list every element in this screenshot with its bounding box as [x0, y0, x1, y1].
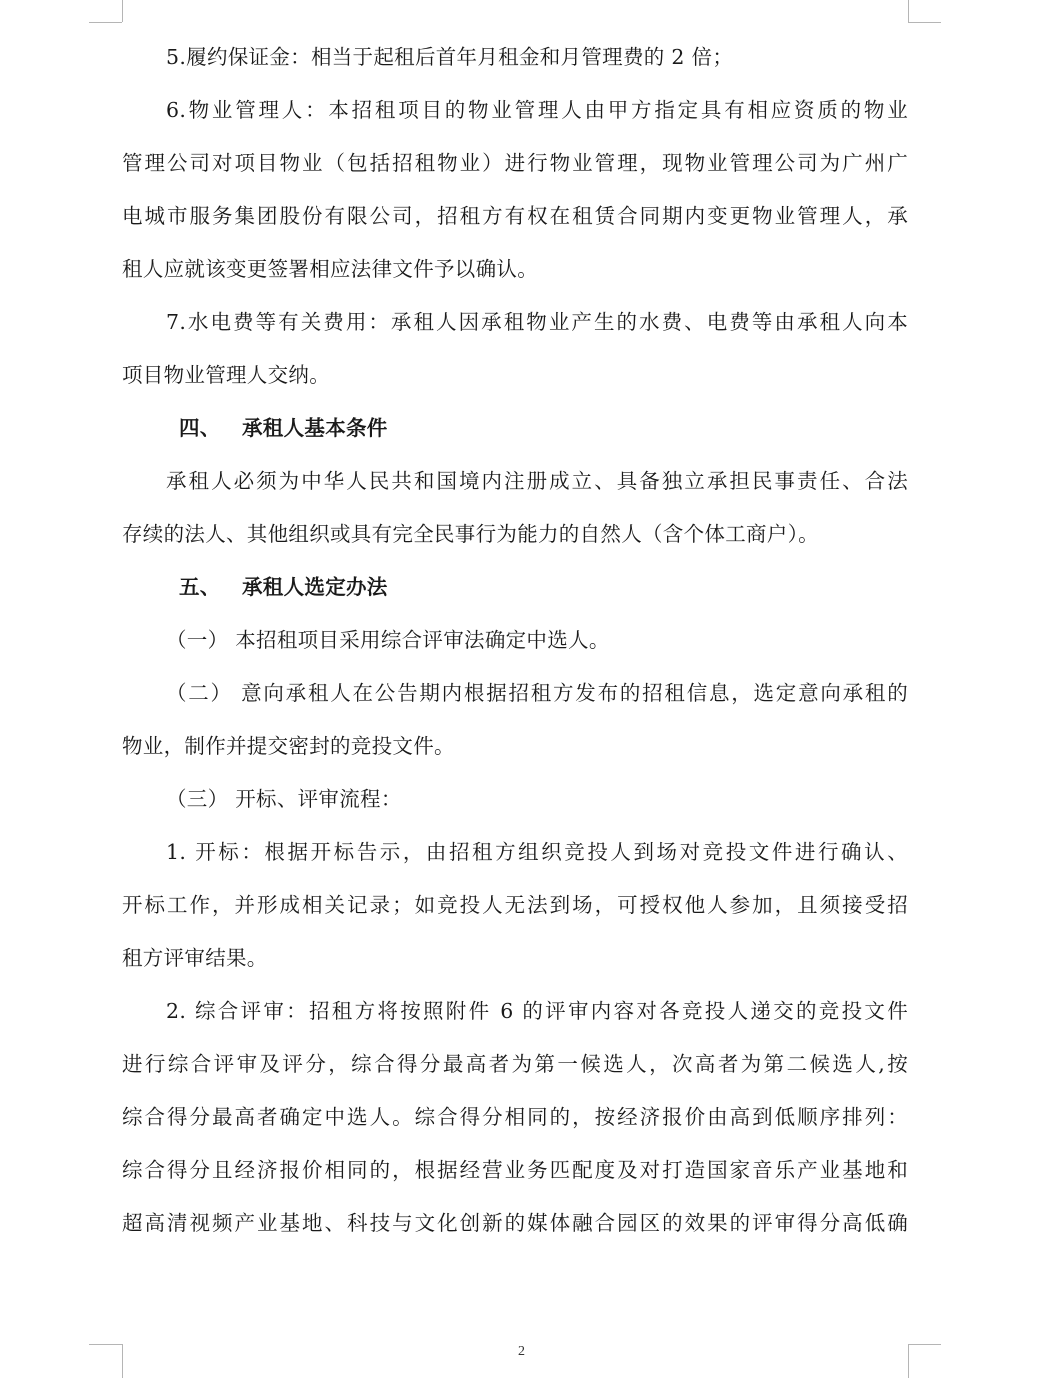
text-line: 1. 开标：根据开标告示，由招租方组织竞投人到场对竞投文件进行确认、: [166, 840, 908, 864]
text-line: 5.履约保证金：相当于起租后首年月租金和月管理费的 2 倍；: [166, 45, 734, 69]
crop-mark-top-left-v: [122, 0, 123, 22]
document-body: [122, 31, 908, 1250]
text-line: 2. 综合评审：招租方将按照附件 6 的评审内容对各竞投人递交的竞投文件: [166, 999, 908, 1023]
section-number: 五、: [179, 575, 221, 599]
text-line: （二） 意向承租人在公告期内根据招租方发布的招租信息，选定意向承租的: [166, 681, 908, 705]
text-line: 综合得分且经济报价相同的，根据经营业务匹配度及对打造国家音乐产业基地和: [122, 1158, 908, 1182]
text-line: 6.物业管理人：本招租项目的物业管理人由甲方指定具有相应资质的物业: [166, 98, 908, 122]
section-heading: [122, 561, 908, 614]
text-line: 综合得分最高者确定中选人。综合得分相同的，按经济报价由高到低顺序排列：: [122, 1105, 908, 1129]
section-heading: [122, 402, 908, 455]
text-line: （三） 开标、评审流程：: [166, 787, 402, 811]
section-title: 承租人基本条件: [242, 416, 388, 440]
text-line: 项目物业管理人交纳。: [122, 363, 330, 387]
text-line: 租人应就该变更签署相应法律文件予以确认。: [122, 257, 538, 281]
page-number: 2: [518, 1344, 525, 1359]
section-number: 四、: [179, 416, 221, 440]
text-line: （一） 本招租项目采用综合评审法确定中选人。: [166, 628, 610, 652]
text-line: 7.水电费等有关费用：承租人因承租物业产生的水费、电费等由承租人向本: [166, 310, 908, 334]
text-line: 电城市服务集团股份有限公司，招租方有权在租赁合同期内变更物业管理人，承: [122, 204, 908, 228]
text-line: 管理公司对项目物业（包括招租物业）进行物业管理，现物业管理公司为广州广: [122, 151, 908, 175]
text-line: 开标工作，并形成相关记录；如竞投人无法到场，可授权他人参加，且须接受招: [122, 893, 908, 917]
crop-mark-top-right-h: [908, 22, 941, 23]
crop-mark-top-right-v: [908, 0, 909, 22]
text-line: 存续的法人、其他组织或具有完全民事行为能力的自然人（含个体工商户）。: [122, 522, 819, 546]
text-line: 进行综合评审及评分，综合得分最高者为第一候选人，次高者为第二候选人,按: [122, 1052, 908, 1076]
text-line: 承租人必须为中华人民共和国境内注册成立、具备独立承担民事责任、合法: [166, 469, 908, 493]
text-line: 租方评审结果。: [122, 946, 268, 970]
text-line: 物业，制作并提交密封的竞投文件。: [122, 734, 455, 758]
text-line: 超高清视频产业基地、科技与文化创新的媒体融合园区的效果的评审得分高低确: [122, 1211, 908, 1235]
section-title: 承租人选定办法: [242, 575, 388, 599]
crop-mark-top-left-h: [89, 22, 122, 23]
